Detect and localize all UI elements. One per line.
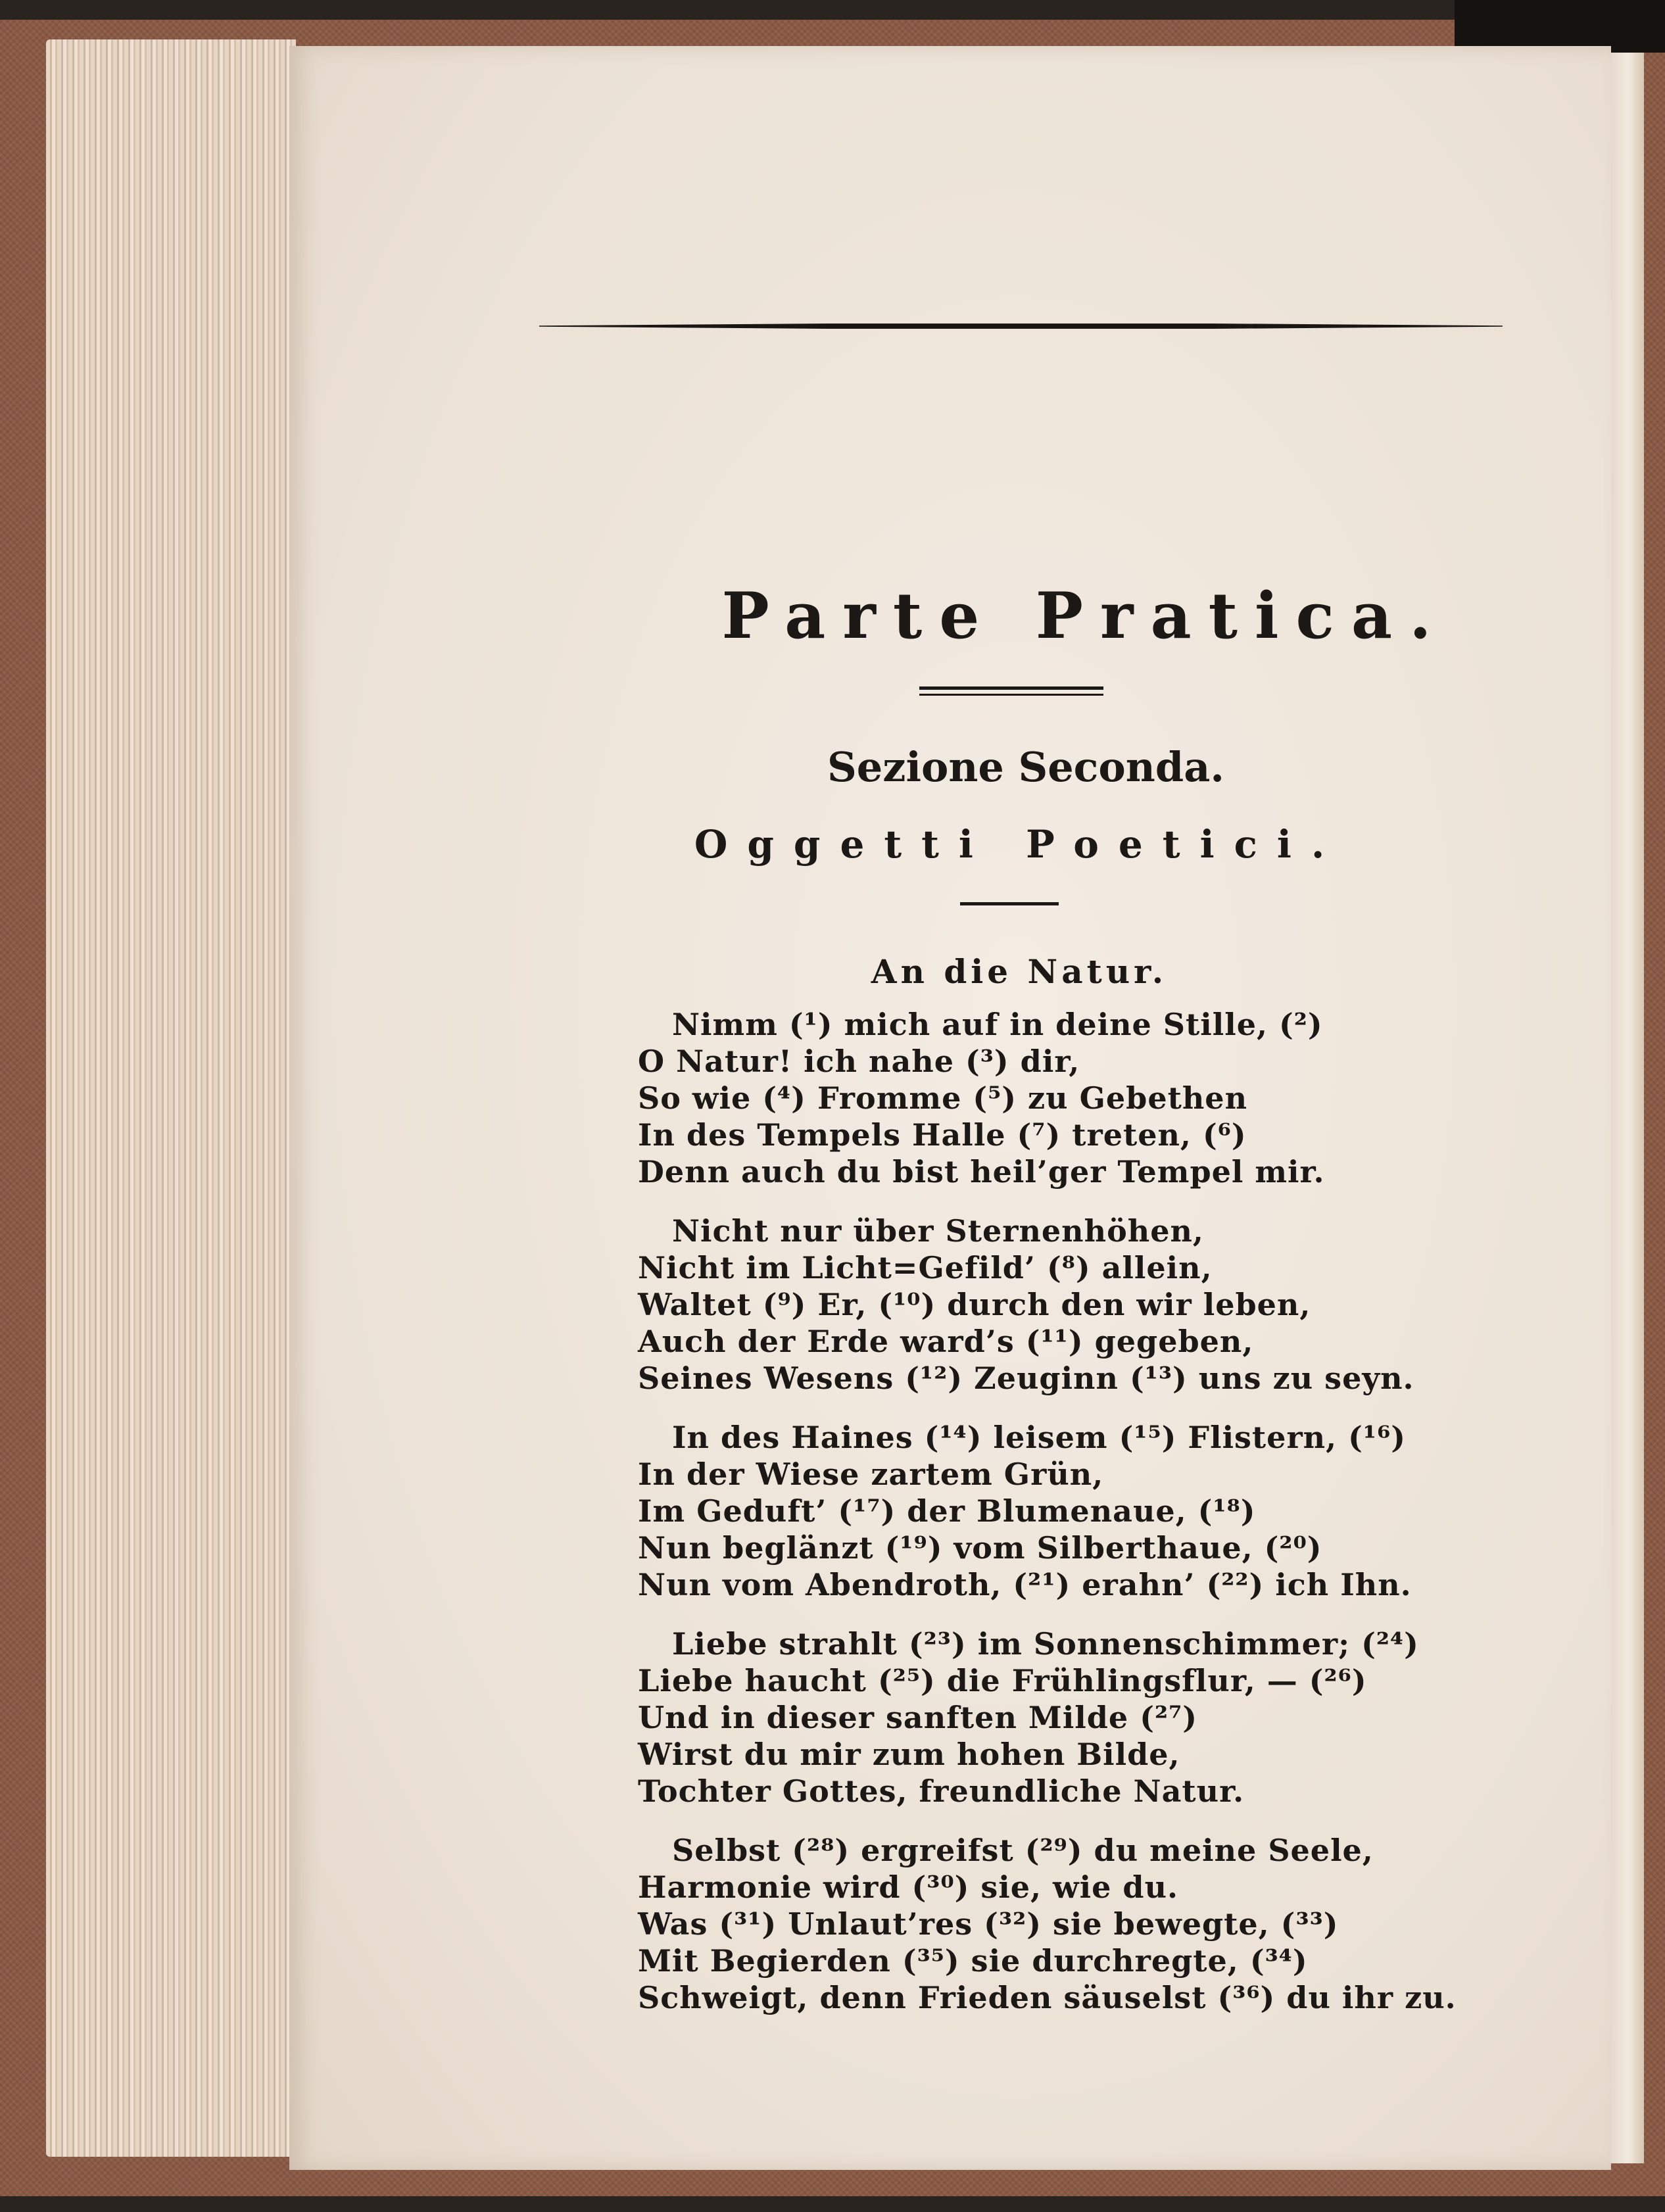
poem-line: In der Wiese zartem Grün, [638,1456,1104,1492]
subsection-heading: Oggetti Poetici. [694,822,1345,867]
stanza [638,1213,1427,1397]
poem-line: Und in dieser sanften Milde (²⁷) [638,1700,1198,1735]
stanza [638,1625,1427,1810]
poem-line: Nun vom Abendroth, (²¹) erahn’ (²²) ich Ihn. [638,1567,1412,1602]
page-title: Parte Pratica. [721,579,1449,653]
poem-line: Seines Wesens (¹²) Zeuginn (¹³) uns zu seyn. [638,1360,1414,1396]
poem-title: An die Natur. [871,952,1168,991]
poem-line: Waltet (⁹) Er, (¹⁰) durch den wir leben, [638,1287,1311,1322]
poem-line: O Natur! ich nahe (³) dir, [638,1044,1080,1079]
poem-line: Was (³¹) Unlaut’res (³²) sie bewegte, (³³) [638,1906,1339,1942]
poem-line: So wie (⁴) Fromme (⁵) zu Gebethen [638,1080,1248,1116]
stanza [638,1419,1427,1603]
poem-line: Mit Begierden (³⁵) sie durchregte, (³⁴) [638,1943,1308,1979]
poem-line: Harmonie wird (³⁰) sie, wie du. [638,1869,1179,1905]
poem-line: Selbst (²⁸) ergreifst (²⁹) du meine Seele, [672,1833,1374,1868]
poem-line: Schweigt, denn Frieden säuselst (³⁶) du ihr zu. [638,1980,1457,2015]
poem-line: Liebe haucht (²⁵) die Frühlingsflur, — (²⁶) [638,1663,1367,1698]
poem-line: In des Tempels Halle (⁷) treten, (⁶) [638,1117,1247,1153]
poem-line: In des Haines (¹⁴) leisem (¹⁵) Flistern, (¹⁶) [672,1420,1406,1455]
poem-line: Tochter Gottes, freundliche Natur. [638,1773,1245,1809]
poem-line: Liebe strahlt (²³) im Sonnenschimmer; (²⁴) [672,1626,1419,1662]
poem-line: Im Geduft’ (¹⁷) der Blumenaue, (¹⁸) [638,1493,1256,1529]
poem-body [638,1006,1457,2038]
poem-line: Nun beglänzt (¹⁹) vom Silberthaue, (²⁰) [638,1530,1322,1566]
poem-line: Nicht nur über Sternenhöhen, [672,1213,1204,1249]
poem-line: Denn auch du bist heil’ger Tempel mir. [638,1154,1325,1190]
page-edges [46,39,296,2157]
stanza [638,1006,1427,1190]
background-corner [1455,0,1665,53]
stanza [638,1832,1457,2016]
poem-line: Auch der Erde ward’s (¹¹) gegeben, [638,1324,1254,1359]
section-heading: Sezione Seconda. [827,743,1224,791]
title-double-rule [919,686,1103,696]
poem-line: Nimm (¹) mich auf in deine Stille, (²) [672,1007,1323,1042]
short-rule [960,902,1059,905]
poem-line: Nicht im Licht=Gefild’ (⁸) allein, [638,1250,1213,1286]
poem-line: Wirst du mir zum hohen Bilde, [638,1737,1180,1772]
